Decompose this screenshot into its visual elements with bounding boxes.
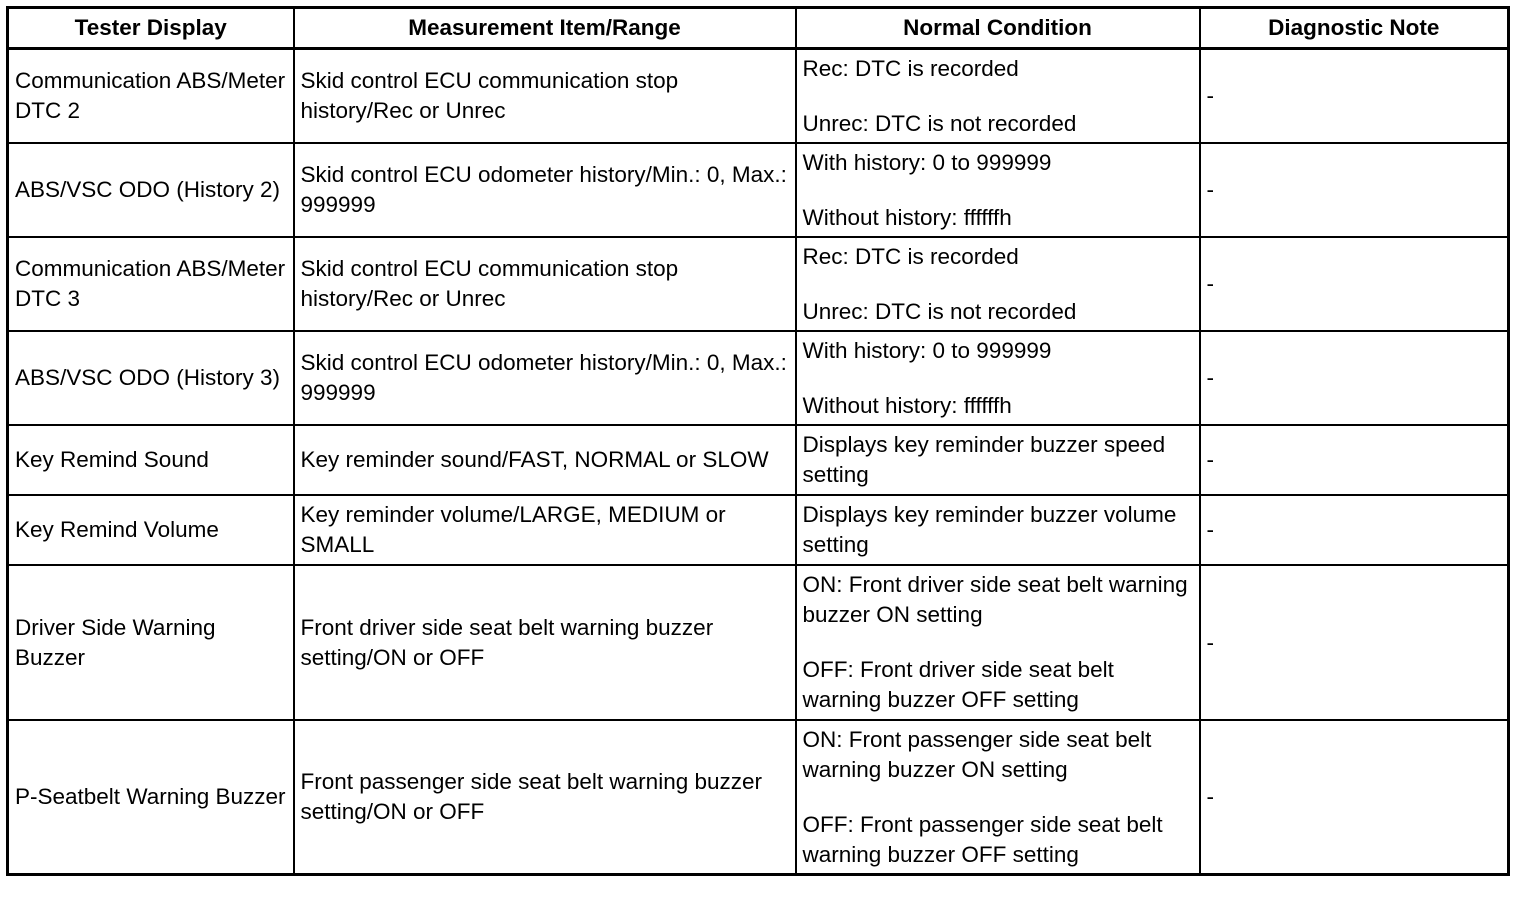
normal-condition-text: Displays key reminder buzzer volume setting <box>802 502 1177 557</box>
diagnostic-note-cell: - <box>1200 237 1509 331</box>
measurement-cell: Skid control ECU odometer history/Min.: 0, Max.: 999999 <box>294 143 796 237</box>
normal-condition-text: OFF: Front driver side seat belt warning buzzer OFF setting <box>802 657 1114 712</box>
diagnostic-note-cell: - <box>1200 49 1509 144</box>
measurement-cell: Skid control ECU communication stop history/Rec or Unrec <box>294 49 796 144</box>
normal-condition-cell <box>796 495 1200 565</box>
table-row <box>8 237 1509 331</box>
normal-condition-text: With history: 0 to 999999 <box>802 337 1052 363</box>
normal-condition-text: Without history: ffffffh <box>802 392 1012 418</box>
header-measurement-item-range: Measurement Item/Range <box>294 8 796 49</box>
normal-condition-text: OFF: Front passenger side seat belt warning buzzer OFF setting <box>802 811 1163 867</box>
measurement-cell: Key reminder sound/FAST, NORMAL or SLOW <box>294 425 796 495</box>
diagnostic-note-cell: - <box>1200 720 1509 875</box>
tester-display-cell: Key Remind Sound <box>8 425 294 495</box>
table-row <box>8 495 1509 565</box>
diagnostic-note-cell: - <box>1200 143 1509 237</box>
normal-condition-text: ON: Front driver side seat belt warning buzzer ON setting <box>802 572 1188 627</box>
measurement-cell: Front passenger side seat belt warning buzzer setting/ON or OFF <box>294 720 796 875</box>
normal-condition-text: Rec: DTC is recorded <box>802 55 1019 81</box>
tester-display-cell: Key Remind Volume <box>8 495 294 565</box>
measurement-cell: Front driver side seat belt warning buzzer setting/ON or OFF <box>294 565 796 720</box>
normal-condition-cell <box>796 49 1200 144</box>
header-tester-display: Tester Display <box>8 8 294 49</box>
tester-display-cell: Driver Side Warning Buzzer <box>8 565 294 720</box>
diagnostic-note-cell: - <box>1200 425 1509 495</box>
measurement-cell: Key reminder volume/LARGE, MEDIUM or SMALL <box>294 495 796 565</box>
header-normal-condition: Normal Condition <box>796 8 1200 49</box>
normal-condition-cell <box>796 425 1200 495</box>
table-row <box>8 331 1509 425</box>
tester-display-cell: ABS/VSC ODO (History 3) <box>8 331 294 425</box>
normal-condition-text: Without history: ffffffh <box>802 204 1012 230</box>
table-row <box>8 720 1509 875</box>
header-diagnostic-note: Diagnostic Note <box>1200 8 1509 49</box>
measurement-cell: Skid control ECU communication stop history/Rec or Unrec <box>294 237 796 331</box>
tester-display-cell: Communication ABS/Meter DTC 2 <box>8 49 294 144</box>
table-row <box>8 143 1509 237</box>
normal-condition-cell <box>796 331 1200 425</box>
tester-display-cell: Communication ABS/Meter DTC 3 <box>8 237 294 331</box>
normal-condition-cell <box>796 143 1200 237</box>
normal-condition-text: Unrec: DTC is not recorded <box>802 110 1077 136</box>
tester-display-cell: ABS/VSC ODO (History 2) <box>8 143 294 237</box>
normal-condition-cell <box>796 720 1200 875</box>
tester-display-cell: P-Seatbelt Warning Buzzer <box>8 720 294 875</box>
table-row <box>8 49 1509 144</box>
normal-condition-text: Displays key reminder buzzer speed setting <box>802 432 1166 487</box>
data-list-table <box>6 6 1510 876</box>
normal-condition-cell <box>796 237 1200 331</box>
diagnostic-note-cell: - <box>1200 331 1509 425</box>
header-row <box>8 8 1509 49</box>
diagnostic-note-cell: - <box>1200 495 1509 565</box>
diagnostic-note-cell: - <box>1200 565 1509 720</box>
normal-condition-text: Rec: DTC is recorded <box>802 243 1019 269</box>
normal-condition-text: Unrec: DTC is not recorded <box>802 298 1077 324</box>
table-row <box>8 425 1509 495</box>
normal-condition-text: With history: 0 to 999999 <box>802 149 1052 175</box>
measurement-cell: Skid control ECU odometer history/Min.: 0, Max.: 999999 <box>294 331 796 425</box>
normal-condition-text: ON: Front passenger side seat belt warning buzzer ON setting <box>802 726 1152 782</box>
normal-condition-cell <box>796 565 1200 720</box>
table-row <box>8 565 1509 720</box>
